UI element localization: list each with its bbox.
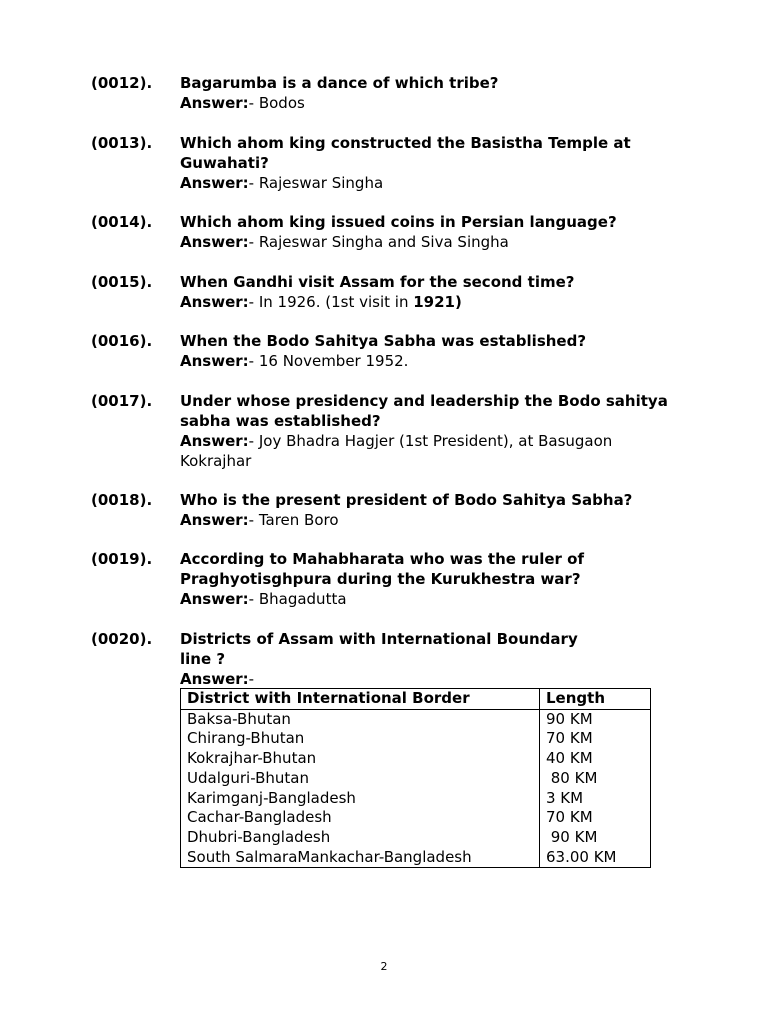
length-cell: 80 KM [546,768,598,787]
district-cell: Karimganj-Bangladesh [181,789,540,809]
question-text: Which ahom king issued coins in Persian language? [180,213,617,231]
answer-text: - In 1926. (1st visit in [248,293,414,311]
answer-label: Answer: [180,352,249,370]
district-cell: Kokrajhar-Bhutan [181,749,540,769]
answer-label: Answer: [180,94,249,112]
question-number: (0016). [91,332,153,350]
question-number: (0020). [91,630,153,648]
answer-text: - Joy Bhadra Hagjer (1st President), at Basugaon Kokrajhar [180,432,613,470]
table-row [181,749,651,769]
table-row [181,729,651,749]
length-cell: 63.00 KM [546,847,617,866]
length-cell: 90 KM [546,827,598,846]
answer-text: - Bhagadutta [248,590,347,608]
district-cell: Udalguri-Bhutan [181,769,540,789]
answer-label: Answer: [180,174,249,192]
table-header-row [181,689,651,710]
answer-text: - 16 November 1952. [248,352,409,370]
length-cell: 3 KM [546,788,584,807]
answer-label: Answer: [180,293,249,311]
question-number: (0012). [91,74,153,92]
answer-bold-text: 1921) [413,293,462,311]
length-cell: 40 KM [546,749,593,768]
question-text: According to Mahabharata who was the ruler of Praghyotisghpura during the Kurukhestra war? [180,550,585,588]
question-number: (0017). [91,392,153,410]
question-text: Districts of Assam with International Boundary line ? [180,630,578,668]
question-number: (0018). [91,491,153,509]
question-text: When Gandhi visit Assam for the second time? [180,273,575,291]
answer-label: Answer: [180,233,249,251]
table-row [181,828,651,848]
district-cell: Chirang-Bhutan [181,729,540,749]
length-cell: 70 KM [546,729,593,748]
answer-label: Answer: [180,511,249,529]
answer-label: Answer: [180,590,249,608]
district-cell: Dhubri-Bangladesh [181,828,540,848]
page-number: 2 [380,960,388,973]
question-text: Who is the present president of Bodo Sahitya Sabha? [180,491,633,509]
table-row [181,808,651,828]
district-cell: Baksa-Bhutan [181,709,540,729]
answer-text: - Bodos [248,94,305,112]
border-length-table [180,688,651,868]
table-row [181,709,651,729]
question-number: (0013). [91,134,153,152]
length-cell: 90 KM [546,709,593,728]
table-row [181,848,651,868]
length-cell: 70 KM [546,808,593,827]
table-row [181,769,651,789]
question-text: Bagarumba is a dance of which tribe? [180,74,499,92]
answer-text: - Rajeswar Singha [248,174,384,192]
district-cell: Cachar-Bangladesh [181,808,540,828]
question-number: (0019). [91,550,153,568]
question-text: Which ahom king constructed the Basistha Temple at Guwahati? [180,134,631,172]
question-number: (0015). [91,273,153,291]
column-header-district: District with International Border [181,689,540,710]
table-row [181,789,651,809]
answer-label: Answer: [180,670,249,688]
answer-text: - Taren Boro [248,511,339,529]
column-header-length: Length [540,689,651,710]
answer-label: Answer: [180,432,249,450]
question-text: Under whose presidency and leadership the Bodo sahitya sabha was established? [180,392,668,430]
district-cell: South SalmaraMankachar-Bangladesh [181,848,540,868]
answer-text: - Rajeswar Singha and Siva Singha [248,233,509,251]
question-text: When the Bodo Sahitya Sabha was established? [180,332,587,350]
answer-text: - [248,670,255,688]
question-number: (0014). [91,213,153,231]
